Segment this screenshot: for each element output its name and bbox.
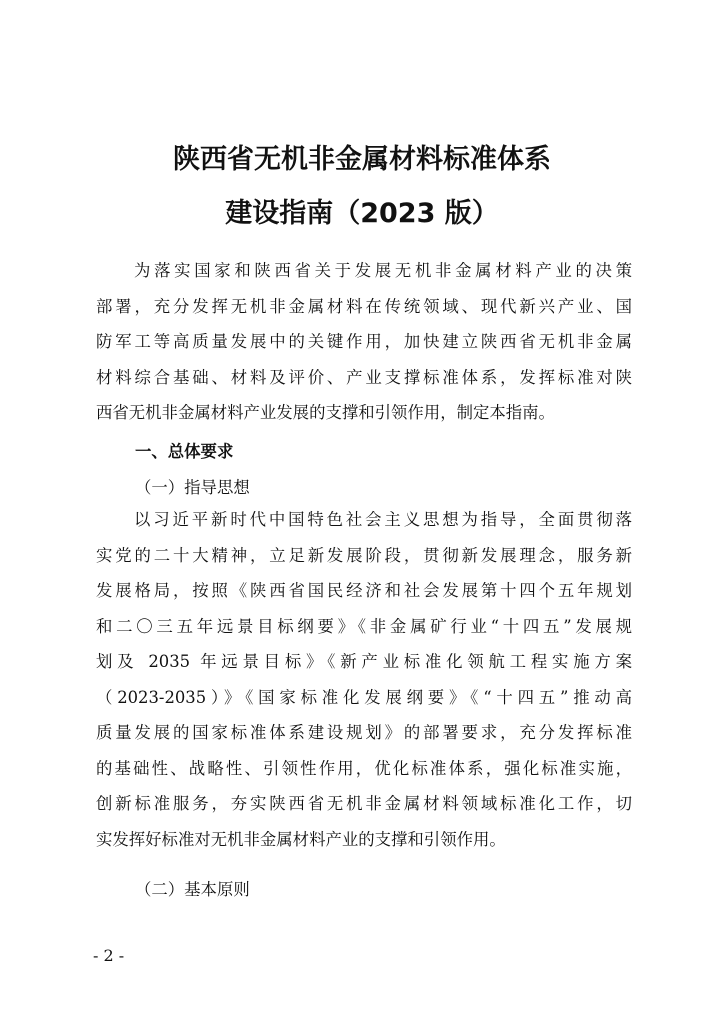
intro-paragraph <box>96 253 632 431</box>
guiding-line-3: 发展格局，按照《陕西省国民经济和社会发展第十四个五年规划 <box>96 581 632 600</box>
intro-line-4: 材料综合基础、材料及评价、产业支撑标准体系，发挥标准对陕 <box>96 367 632 387</box>
guiding-line-2: 实党的二十大精神，立足新发展阶段，贯彻新发展理念，服务新 <box>96 545 632 565</box>
intro-line-5: 西省无机非金属材料产业发展的支撑和引领作用，制定本指南。 <box>96 403 555 422</box>
guiding-line-4: 和二〇三五年远景目标纲要》《非金属矿行业“十四五”发展规 <box>96 616 632 636</box>
guiding-paragraph <box>96 502 632 857</box>
guiding-line-6: （2023-2035）》《国家标准化发展纲要》《“十四五”推动高 <box>96 687 632 707</box>
subsection-heading-guiding-ideology: （一）指导思想 <box>135 478 250 497</box>
guiding-line-1: 以习近平新时代中国特色社会主义思想为指导，全面贯彻落 <box>134 510 632 529</box>
section-heading-general-requirements: 一、总体要求 <box>135 442 234 461</box>
guiding-line-10: 实发挥好标准对无机非金属材料产业的支撑和引领作用。 <box>96 829 506 849</box>
intro-line-2: 部署，充分发挥无机非金属材料在传统领域、现代新兴产业、国 <box>96 296 632 316</box>
page-number: - 2 - <box>93 946 125 965</box>
document-title-line2: 建设指南（2023 版） <box>225 198 499 229</box>
guiding-line-5: 划及 2035 年远景目标》《新产业标准化领航工程实施方案 <box>96 652 632 671</box>
guiding-line-9: 创新标准服务，夯实陕西省无机非金属材料领域标准化工作，切 <box>96 794 632 813</box>
intro-line-3: 防军工等高质量发展中的关键作用，加快建立陕西省无机非金属 <box>96 332 632 351</box>
guiding-line-7: 质量发展的国家标准体系建设规划》的部署要求，充分发挥标准 <box>96 723 632 742</box>
guiding-line-8: 的基础性、战略性、引领性作用，优化标准体系，强化标准实施， <box>96 758 632 778</box>
subsection-heading-basic-principles: （二）基本原则 <box>135 880 250 899</box>
intro-line-1: 为落实国家和陕西省关于发展无机非金属材料产业的决策 <box>134 261 632 280</box>
document-title-line1: 陕西省无机非金属材料标准体系 <box>173 144 551 175</box>
